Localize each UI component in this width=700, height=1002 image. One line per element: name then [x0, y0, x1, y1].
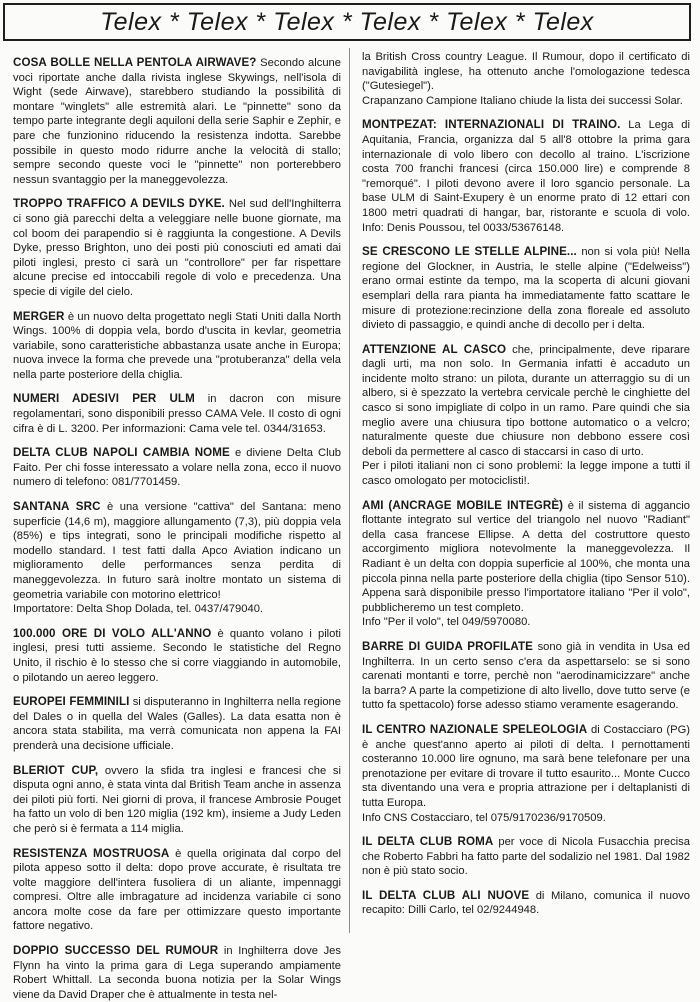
news-item-heading: BARRE DI GUIDA PROFILATE — [362, 639, 534, 653]
news-item — [13, 847, 341, 935]
news-item — [362, 835, 690, 879]
news-item-text: la British Cross country League. Il Rumour, dopo il certificato di navigabilità inglese, ha ottenuto anche l'omologazione tedesca ("Gutesiegel"). — [362, 51, 690, 93]
news-item-text: in dacron con misure regolamentari, sono disponibili presso CAMA Vele. Il costo di ogni cifra è di L. 3200. Per informazioni: Cama vele tel. 0344/31653. — [13, 393, 341, 435]
news-item — [362, 723, 690, 825]
news-item-heading: MONTPEZAT: INTERNAZIONALI DI TRAINO. — [362, 118, 621, 132]
news-item-paragraph — [362, 245, 690, 333]
news-item-extra-line: Info "Per il volo", tel 049/5970080. — [362, 616, 531, 629]
news-item-text: ovvero la sfida tra inglesi e francesi che si disputa ogni anno, è stata vinta dal British Team anche in assenza dei piloti più forti. Nei giorni di prova, il francese Ambrosie Pouget ha fatto un volo di ben 120 miglia (192 km), insieme a Judy Leden che però si è fermata a 114 miglia. — [13, 764, 341, 835]
news-item-heading: IL DELTA CLUB ALI NUOVE — [362, 888, 530, 902]
news-item-paragraph — [13, 310, 341, 383]
news-item-extra-line: Info CNS Costacciaro, tel 075/9170236/9170509. — [362, 811, 606, 824]
news-item-paragraph — [362, 889, 690, 918]
news-item-heading: SE CRESCONO LE STELLE ALPINE... — [362, 245, 577, 259]
news-item — [13, 392, 341, 436]
news-item-paragraph — [362, 640, 690, 713]
news-item-heading: DOPPIO SUCCESSO DEL RUMOUR — [13, 944, 219, 958]
news-item-paragraph — [362, 723, 690, 811]
news-item-text: è un nuovo delta progettato negli Stati Uniti dalla North Wings. 100% di doppia vela, bordo d'uscita in kevlar, geometria variabile, sono caratteristiche abbastanza usate anche in Europa; nuova invece la forma che prevede una "protuberanza" della vela nella parte posteriore della chiglia. — [13, 310, 341, 381]
news-item — [362, 245, 690, 333]
news-item-text: non si vola più! Nella regione del Glockner, in Austria, le stelle alpine ("Edelweiss") erano ormai estinte da tempo, ma la scoperta di alcuni giovani esemplari della rara pianta ha immediatamente fatto scattare le misure di protezione:recinzione della zona floreale ed assoluto divieto di passaggio, e quindi anche di decollo per i delta. — [362, 246, 690, 332]
news-item — [13, 695, 341, 753]
news-item-paragraph — [13, 847, 341, 935]
news-item-text: di Milano, comunica il nuovo recapito: Dilli Carlo, tel 02/9244948. — [362, 889, 690, 917]
news-item-heading: MERGER — [13, 309, 65, 323]
news-item-text: Secondo alcune voci riportate anche dalla rivista inglese Skywings, nell'isola di Wight (sede Airwave), starebbero studiando la possibilità di montare "winglets" alle estremità alari. Le "pinnette" sono da tempo parte integrante degli aquiloni della serie Saphir e Zephir, e pare che funzionino riducendo la resistenza indotta. Sarebbe possibile in questo modo ridurre anche la velocità di stallo; sempre secondo queste voci le "pinnette" non porterebbero nessun svantaggio per la maneggevolezza. — [13, 57, 341, 186]
news-item-paragraph — [362, 499, 690, 616]
news-item-paragraph — [362, 50, 690, 94]
news-item — [362, 499, 690, 630]
news-item-heading: IL CENTRO NAZIONALE SPELEOLOGIA — [362, 722, 588, 736]
news-item-heading: AMI (ANCRAGE MOBILE INTEGRÈ) — [362, 498, 564, 512]
news-item-heading: RESISTENZA MOSTRUOSA — [13, 846, 170, 860]
news-item-paragraph — [362, 835, 690, 879]
news-item-text: è quella originata dal corpo del pilota appeso sotto il delta: dopo prove accurate, è risultata tre volte maggiore dell'intera fusoliera di un aliante, impennaggi compresi. Oltre alle imbragature ad incidenza variabile ci sono ancora molte cose da fare per ottimizzare questo importante fattore negativo. — [13, 847, 341, 933]
news-item-text: è quanto volano i piloti inglesi, presi tutti assieme. Secondo le statistiche del Regno Unito, il rischio è lo stesso che si corre viaggiando in automobile, o pilotando un aereo leggero. — [13, 627, 341, 684]
news-item-paragraph — [362, 343, 690, 460]
news-item — [13, 500, 341, 617]
header-title: Telex * Telex * Telex * Telex * Telex * Telex — [100, 7, 594, 36]
news-item-paragraph — [362, 118, 690, 235]
news-item-paragraph — [13, 627, 341, 685]
news-item-text: La Lega di Aquitania, Francia, organizza dal 5 all'8 ottobre la prima gara internazionale di volo libero con decollo al traino. L'iscrizione costa 700 franchi francesi (circa 150.000 lire) e comprende 8 "remorqué". I piloti devono avere il loro sgancio personale. La base ULM di Saint-Exupery è un enorme prato di 12 ettari con 1800 metri quadrati di hangar, bar, ristorante e scuola di volo. Info: Denis Poussou, tel 0033/53676148. — [362, 119, 690, 234]
news-item-paragraph — [13, 764, 341, 837]
news-item — [13, 56, 341, 187]
news-item-text: Nel sud dell'Inghilterra ci sono già parecchi delta a veleggiare nelle buone giornate, ma col boom dei parapendio si è raggiunta la congestione. A Devils Dyke, presso Brighton, uno dei posti più conosciuti ed amati dai piloti inglesi, presto ci sarà un "controllore" per far rispettare alcune precise ed intoccabili regole di volo e precedenza. Una specie di vigile del cielo. — [13, 198, 341, 298]
news-item — [362, 889, 690, 918]
news-item — [13, 446, 341, 490]
news-item-heading: NUMERI ADESIVI PER ULM — [13, 392, 195, 406]
news-item-heading: BLERIOT CUP, — [13, 763, 99, 777]
news-item-extra-line: Per i piloti italiani non ci sono problemi: la legge impone a tutti il casco omologato per motociclisti!. — [362, 460, 690, 488]
news-item-extra-line: Crapanzano Campione Italiano chiude la lista dei successi Solar. — [362, 94, 683, 107]
news-item-paragraph — [13, 56, 341, 187]
news-item — [13, 627, 341, 685]
news-item-paragraph — [13, 695, 341, 753]
news-item — [13, 310, 341, 383]
news-item-heading: IL DELTA CLUB ROMA — [362, 835, 494, 849]
left-column — [13, 56, 342, 1001]
news-item-text: di Costacciaro (PG) è anche quest'anno aperto ai piloti di delta. I pernottamenti costeranno 10.000 lire ognuno, ma sarà bene telefonare per una prenotazione per evitare di trovare il tutto esaurito... Monte Cucco sta diventando una vera e propria attrazione per i deltaplanisti di tutta Europa. — [362, 723, 690, 809]
news-item-paragraph — [13, 392, 341, 436]
news-item-heading: TROPPO TRAFFICO A DEVILS DYKE. — [13, 197, 225, 211]
right-column — [362, 50, 690, 927]
news-item-paragraph — [13, 446, 341, 490]
news-item-text: è una versione "cattiva" del Santana: meno superficie (14,6 m), maggiore allungamento (7,3), più doppia vela (85%) e tips integrati, sono le principali modifiche rispetto al modello standard. I test fatti dalla Apco Aviation indicano un miglioramento delle performances senza perdita di maneggevolezza. In futuro sarà inoltre montato un sistema di geometria variabile con motorino elettrico! — [13, 501, 342, 601]
news-item-heading: EUROPEI FEMMINILI — [13, 695, 130, 709]
news-item-heading: 100.000 ORE DI VOLO ALL'ANNO — [13, 626, 212, 640]
news-item-text: che, principalmente, deve riparare dagli urti, ma non solo. In Germania infatti è accaduto un incidente molto strano: un pilota, durante un atterraggio su di un albero, si è spezzato la vertebra cervicale perchè le cinghiette del casco si sono impigliate di colpo in un ramo. Pare quindi che sia meglio avere una chiusura tipo bottone automatico o a velcro; naturalmente queste due chiusure non debbono essere così deboli da permettere al casco di staccarsi in caso di urto. — [362, 343, 690, 458]
telex-header-banner — [3, 3, 691, 41]
news-item — [13, 764, 341, 837]
news-item-extra-line: Importatore: Delta Shop Dolada, tel. 0437/479040. — [13, 603, 264, 616]
news-item — [13, 197, 341, 299]
news-item — [362, 640, 690, 713]
news-item-heading: SANTANA SRC — [13, 500, 101, 514]
column-divider — [349, 48, 350, 933]
news-item — [13, 944, 341, 1002]
news-item — [362, 50, 690, 108]
news-item-text: sono già in vendita in Usa ed Inghilterra. In un certo senso c'era da aspettarselo: se si sono carenati montanti e torre, perchè non "aerodinamicizzare" anche la barra? A parte la competizione di alto livello, dove tutto serve (e tutto fa spettacolo) forse adesso stiamo veramente esagerando. — [362, 640, 690, 712]
news-item-paragraph — [13, 944, 341, 1002]
news-item-heading: ATTENZIONE AL CASCO — [362, 342, 507, 356]
news-item-paragraph — [13, 197, 341, 299]
news-item — [362, 118, 690, 235]
news-item-text: per voce di Nicola Fusacchia precisa che Roberto Fabbri ha fatto parte del sodalizio nel 1981. Dal 1982 non è più stato socio. — [362, 836, 690, 878]
news-item-heading: COSA BOLLE NELLA PENTOLA AIRWAVE? — [13, 56, 257, 69]
news-item — [362, 343, 690, 489]
news-item-paragraph — [13, 500, 341, 602]
news-item-text: e diviene Delta Club Faito. Per chi fosse interessato a volare nella zona, ecco il nuovo numero di telefono: 081/7701459. — [13, 447, 342, 489]
news-item-text: in Inghilterra dove Jes Flynn ha vinto la prima gara di Lega superando ampiamente Robert Whittall. La seconda buona notizia per la Solar Wings viene da David Draper che è attualmente in testa nel- — [13, 945, 341, 1001]
news-item-text: si disputeranno in Inghilterra nella regione del Dales o in quella del Wales (Galles). La data esatta non è ancora stata stabilita, ma verrà comunicata non appena la FAI prenderà una decisione ufficiale. — [13, 696, 341, 752]
news-item-heading: DELTA CLUB NAPOLI CAMBIA NOME — [13, 446, 230, 460]
news-item-text: è il sistema di aggancio flottante integrato sul vertice del triangolo nel nuovo "Radiant" della casa francese Ellipse. A detta del costruttore questo accorgimento migliora notevolmente la maneggevolezza. Il Radiant è un delta con doppia superficie al 100%, che monta una piccola pinna nella parte posteriore della chiglia (tipo Sensor 510). Appena sarà disponibile presso l'importatore italiano "Per il volo", pubblicheremo un test completo. — [362, 499, 690, 614]
